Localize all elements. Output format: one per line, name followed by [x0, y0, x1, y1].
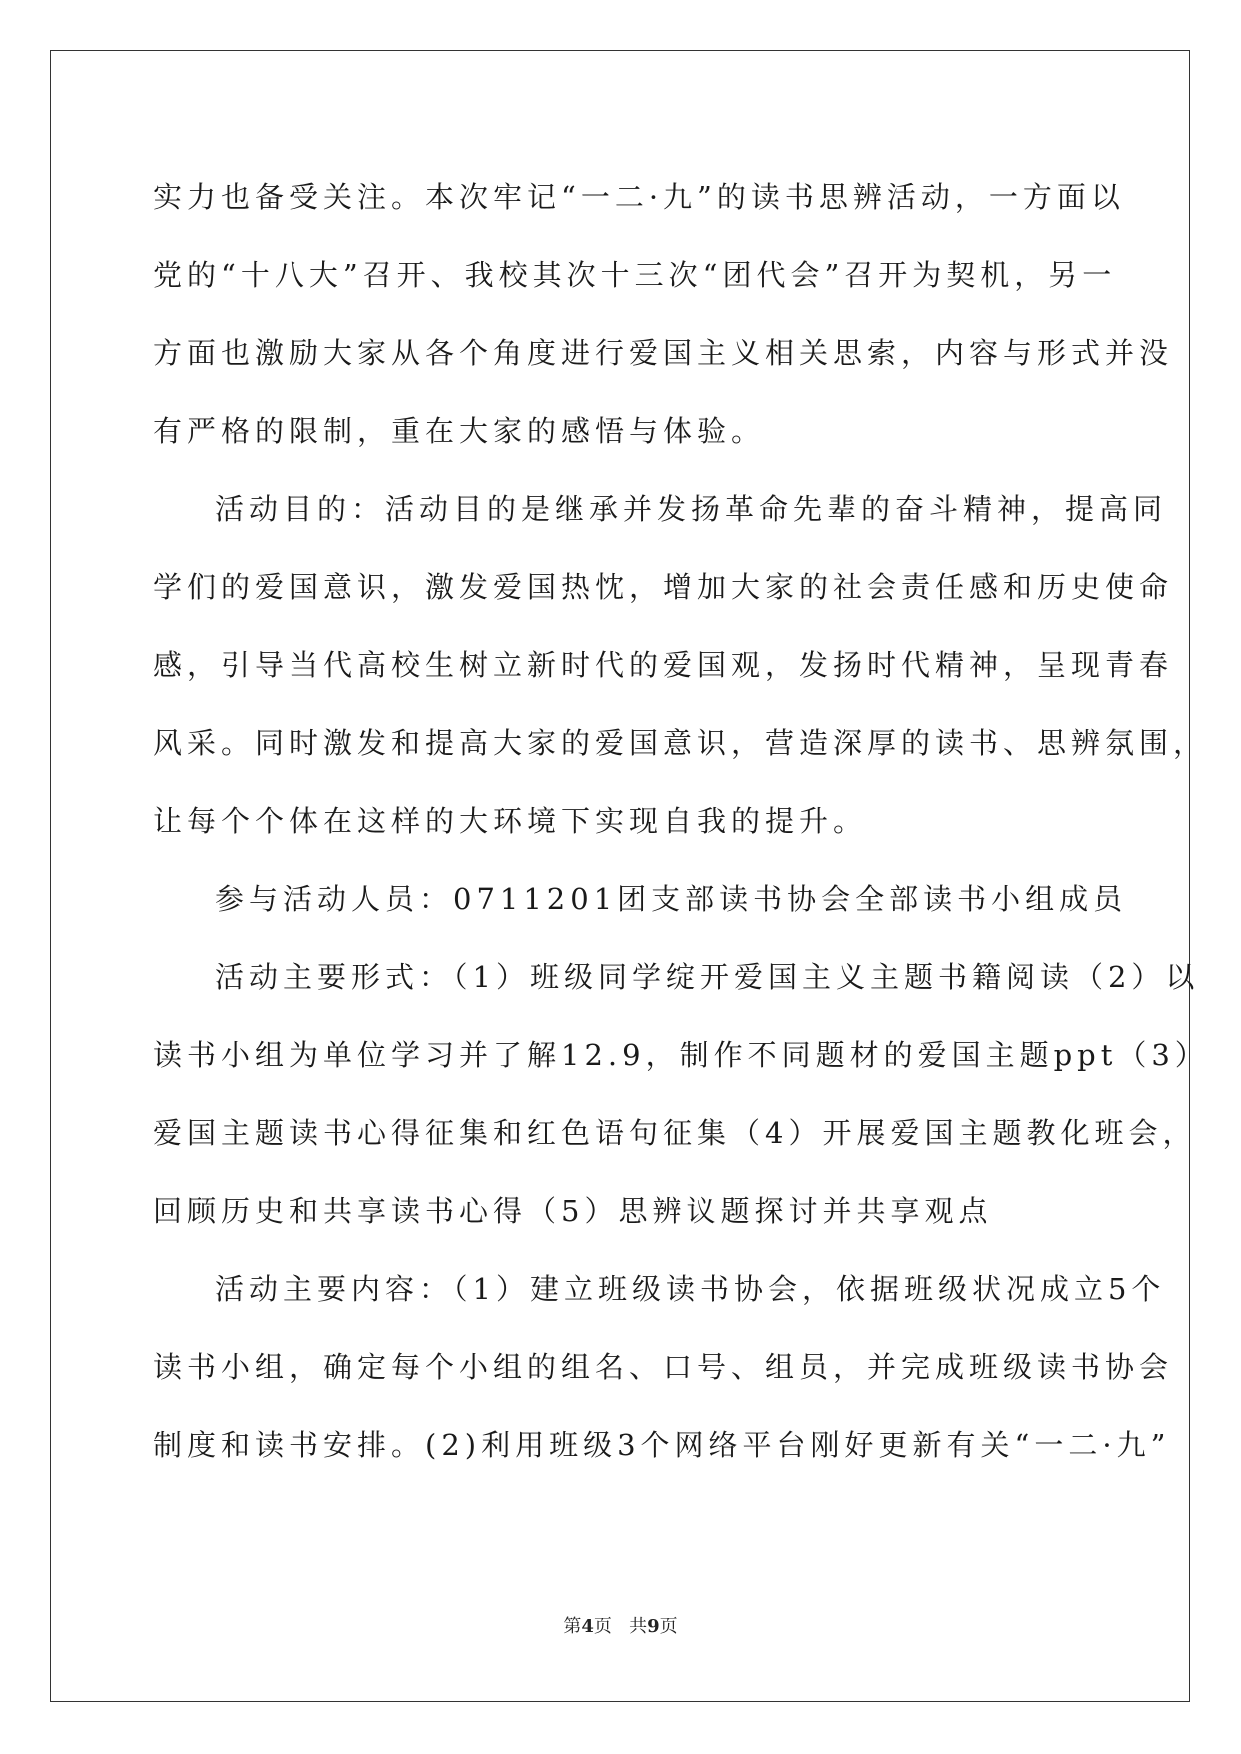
text-line: 方面也激励大家从各个角度进行爱国主义相关思索，内容与形式并没	[153, 336, 1174, 370]
text-line: 学们的爱国意识，激发爱国热忱，增加大家的社会责任感和历史使命	[153, 570, 1174, 604]
document-body	[153, 158, 1209, 1484]
text-line: 活动主要内容：（1）建立班级读书协会，依据班级状况成立5个	[215, 1272, 1166, 1306]
text-line: 回顾历史和共享读书心得（5）思辨议题探讨并共享观点	[153, 1194, 993, 1228]
footer-total-unit: 页	[659, 1616, 678, 1637]
text-line: 参与活动人员：0711201团支部读书协会全部读书小组成员	[215, 882, 1128, 916]
text-line: 有严格的限制，重在大家的感悟与体验。	[153, 414, 766, 448]
total-pages-number: 9	[647, 1616, 660, 1637]
text-line: 读书小组，确定每个小组的组名、口号、组员，并完成班级读书协会	[153, 1350, 1174, 1384]
text-line: 感，引导当代高校生树立新时代的爱国观，发扬时代精神，呈现青春	[153, 648, 1174, 682]
text-line: 制度和读书安排。(2)利用班级3个网络平台刚好更新有关“一二·九”	[153, 1428, 1171, 1462]
text-line: 实力也备受关注。本次牢记“一二·九”的读书思辨活动，一方面以	[153, 180, 1125, 214]
footer-prefix: 第	[563, 1616, 582, 1637]
text-line: 党的“十八大”召开、我校其次十三次“团代会”召开为契机，另一	[153, 258, 1117, 292]
text-line: 活动主要形式：（1）班级同学绽开爱国主义主题书籍阅读（2）以	[215, 960, 1200, 994]
text-line: 活动目的：活动目的是继承并发扬革命先辈的奋斗精神，提高同	[215, 492, 1168, 526]
text-line: 爱国主题读书心得征集和红色语句征集（4）开展爱国主题教化班会，	[153, 1116, 1197, 1150]
text-line: 读书小组为单位学习并了解12.9，制作不同题材的爱国主题ppt（3）	[153, 1038, 1209, 1072]
page-footer	[0, 1612, 1241, 1638]
footer-page-unit: 页	[593, 1616, 612, 1637]
current-page-number: 4	[581, 1616, 594, 1637]
text-line: 风采。同时激发和提高大家的爱国意识，营造深厚的读书、思辨氛围，	[153, 726, 1208, 760]
text-line: 让每个个体在这样的大环境下实现自我的提升。	[153, 804, 868, 838]
footer-total-prefix: 共	[629, 1616, 648, 1637]
